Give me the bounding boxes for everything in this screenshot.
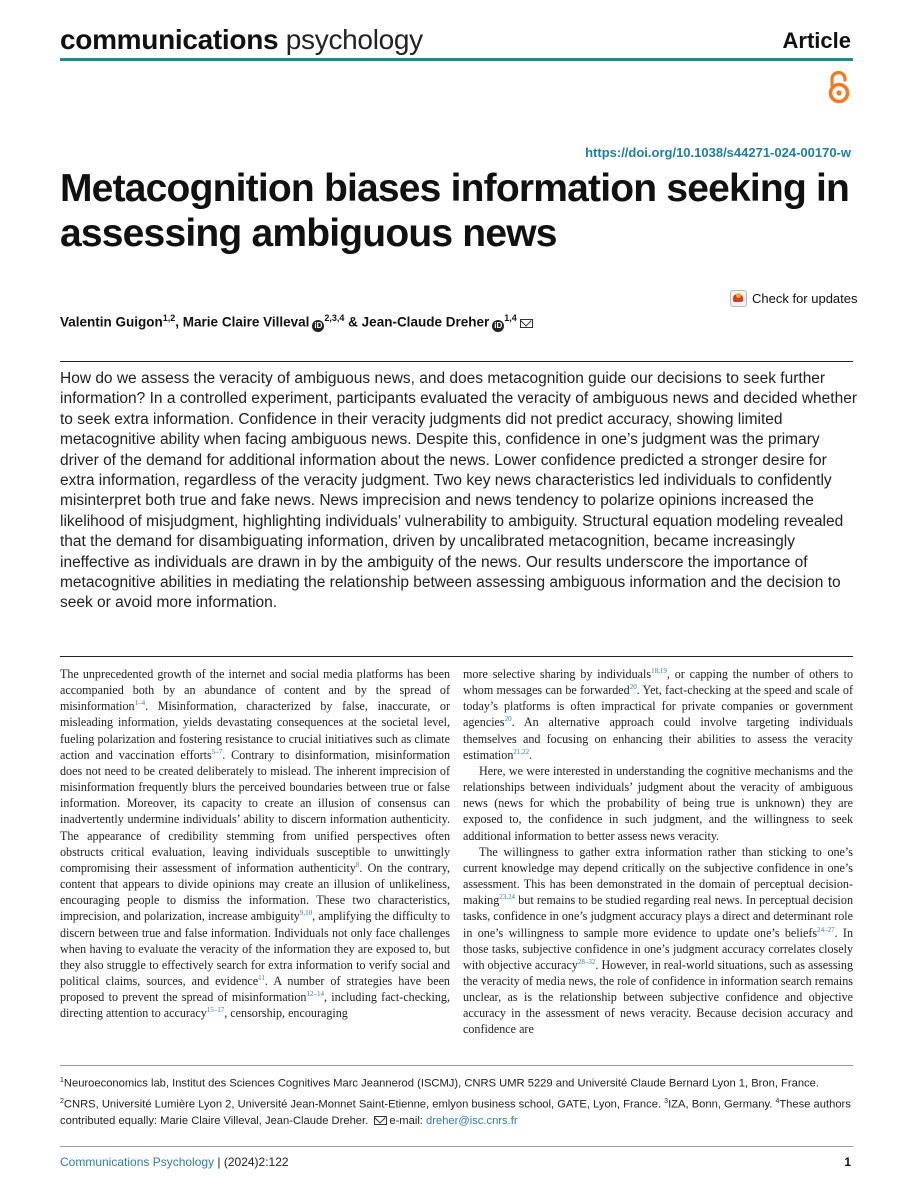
reference-link[interactable]: 8 [355, 860, 360, 869]
page-number: 1 [844, 1155, 851, 1169]
reference-link[interactable]: 15–17 [206, 1006, 225, 1015]
reference-link[interactable]: 23,24 [499, 893, 516, 902]
check-for-updates-label: Check for updates [752, 291, 858, 306]
email-icon[interactable] [520, 319, 533, 328]
reference-link[interactable]: 18,19 [651, 666, 667, 675]
orcid-icon[interactable]: iD [494, 320, 503, 330]
crossmark-icon [730, 290, 747, 307]
open-access-icon [826, 70, 852, 104]
author-separator: & [344, 314, 362, 330]
affiliations-footnote: $^1$Neuroeconomics lab, Institut des Sciences Cognitives Marc Jeannerod (ISCMJ), CNRS UMR 5229 and Université Claude Bernard Lyon 1, Bron, France. $^2$CNRS, Université Lumière Lyon 2, Université Jean-Monnet Saint-Etienne, emlyon business school, GATE, Lyon, France. $^3$IZA, Bonn, Germany. $^4$These authors contributed equally: Marie Claire Villeval, Jean-Claude Dreher. e-mail: dreher@isc.cnrs.fr [60, 1077, 851, 1128]
email-link[interactable]: dreher@isc.cnrs.fr [426, 1115, 518, 1128]
reference-link[interactable]: 5–7 [211, 747, 223, 756]
body-column-left [60, 666, 450, 1021]
orcid-icon[interactable]: iD [314, 320, 323, 330]
author-name[interactable]: Marie Claire Villeval [182, 314, 310, 330]
footer-rule [60, 1146, 853, 1147]
author-list [60, 313, 533, 332]
abstract-top-rule [60, 361, 853, 362]
email-icon [374, 1116, 387, 1125]
article-type: Article [782, 28, 851, 53]
body-paragraph: more selective sharing by individuals$^{18,19}$, or capping the number of others to whom messages can be forwarded$^{20}$. Yet, fact-checking at the speed and scale of today’s platforms is often impractical for private companies or government agencies$^{20}$. An alternative approach could involve targeting individuals themselves and focusing on enhancing their abilities to assess the veracity estimation$^{21,22}$. [463, 666, 853, 762]
body-column-right [463, 666, 853, 1038]
reference-link[interactable]: 28–32 [577, 957, 596, 966]
reference-link[interactable]: 24–27 [817, 925, 835, 934]
abstract: How do we assess the veracity of ambiguous news, and does metacognition guide our decisions to seek further information? In a controlled experiment, participants evaluated the veracity of ambiguous news and decided whether to seek extra information. Confidence in their veracity judgments did not predict accuracy, showing limited metacognitive ability when facing ambiguous news. Despite this, confidence in one’s judgment was the primary driver of the demand for additional information about the news. Lower confidence predicted a stronger desire for extra information, regardless of the veracity judgment. Two key news characteristics led individuals to confidently misinterpret both true and fake news. News imprecision and news tendency to polarize opinions increased the likelihood of misjudgment, highlighting individuals’ vulnerability to ambiguity. Structural equation modeling revealed that the demand for disambiguating information, driven by uncalibrated metacognition, became increasingly ineffective as individuals are drawn in by the ambiguity of the news. Our results underscore the importance of metacognitive abilities in mediating the relationship between assessing ambiguous information and the decision to seek or avoid more information. [60, 370, 857, 612]
author-affiliation: 1,2 [162, 313, 176, 323]
author-affiliation: 2,3,4 [324, 313, 345, 323]
body-paragraph: The unprecedented growth of the internet and social media platforms has been accompanied both by an abundance of content and by the spread of misinformation$^{1-4}$. Misinformation, characterized by false, inaccurate, or misleading information, yields devastating consequences at the societal level, fueling polarization and fostering resistance to crucial initiatives such as climate action and vaccination efforts$^{5-7}$. Contrary to disinformation, misinformation does not need to be created deliberately to mislead. The inherent imprecision of misinformation frequently blurs the perceived boundaries between true or false information. Moreover, its capacity to create an illusion of consensus can inadvertently undermine individuals’ ability to discern information authenticity. The appearance of credibility stemming from unified perspectives often obstructs critical evaluation, leaving individuals susceptible to unwittingly compromising their assessment of information authenticity$^8$. On the contrary, content that appears to divide opinions may create an illusion of unlikeliness, encouraging people to dismiss the information. These two characteristics, imprecision, and polarization, increase ambiguity$^{9,10}$, amplifying the difficulty to discern between true and false information. Individuals not only face challenges when having to evaluate the veracity of the information they are exposed to, but they also struggle to effectively search for extra information to verify social and political claims, sources, and evidence$^{11}$. A number of strategies have been proposed to prevent the spread of misinformation$^{12-14}$, including fact-checking, directing attention to accuracy$^{15-17}$, censorship, encouraging [60, 667, 451, 1021]
journal-name-bold: communications [60, 24, 279, 55]
author-affiliation: 1,4 [504, 313, 517, 323]
doi-link[interactable]: https://doi.org/10.1038/s44271-024-00170-w [585, 145, 851, 160]
footer-citation [60, 1155, 289, 1169]
article-title: Metacognition biases information seeking in assessing ambiguous news [60, 167, 850, 255]
reference-link[interactable]: 20 [629, 683, 637, 692]
journal-name-light: psychology [285, 24, 423, 55]
body-paragraph: Here, we were interested in understanding the cognitive mechanisms and the relationships between individuals’ judgment about the veracity of ambiguous news (news for which the probability of being true is unknown) they are exposed to, the confidence in such judgment, and the willingness to seek additional information to better assess news veracity. [463, 763, 853, 843]
reference-link[interactable]: 20 [504, 715, 512, 724]
footer-volume: | (2024)2:122 [214, 1155, 289, 1169]
footnote-rule [60, 1065, 853, 1066]
reference-link[interactable]: 1–4 [134, 699, 146, 708]
author-name[interactable]: Jean-Claude Dreher [361, 314, 490, 330]
reference-link[interactable]: 12–14 [306, 990, 324, 999]
reference-link[interactable]: 21,22 [513, 747, 530, 756]
abstract-bottom-rule [60, 656, 853, 657]
reference-link[interactable]: 9,10 [299, 909, 313, 918]
reference-link[interactable]: 11 [258, 973, 265, 982]
author-separator: , [175, 314, 183, 330]
footer-journal-link[interactable]: Communications Psychology [60, 1155, 215, 1169]
check-for-updates-button[interactable] [730, 290, 858, 307]
journal-name[interactable] [60, 24, 423, 56]
body-paragraph: The willingness to gather extra information rather than sticking to one’s current knowledge may depend critically on the subjective confidence in one’s assessment. This has been demonstrated in the domain of perceptual decision-making$^{23,24}$ but remains to be studied regarding real news. In perceptual decision tasks, confidence in one’s judgment accuracy plays a direct and determinant role in one’s willingness to sample more evidence to update one’s beliefs$^{24-27}$. In those tasks, subjective confidence in one’s judgment accuracy correlates closely with objective accuracy$^{28-32}$. However, in real-world situations, such as assessing the veracity of media news, the role of confidence in information search remains unclear, as is the relationship between subjective confidence and objective accuracy in the assessment of news veracity. Because decision accuracy and confidence are [463, 844, 854, 1037]
author-name[interactable]: Valentin Guigon [60, 314, 163, 330]
header-rule [60, 58, 853, 61]
